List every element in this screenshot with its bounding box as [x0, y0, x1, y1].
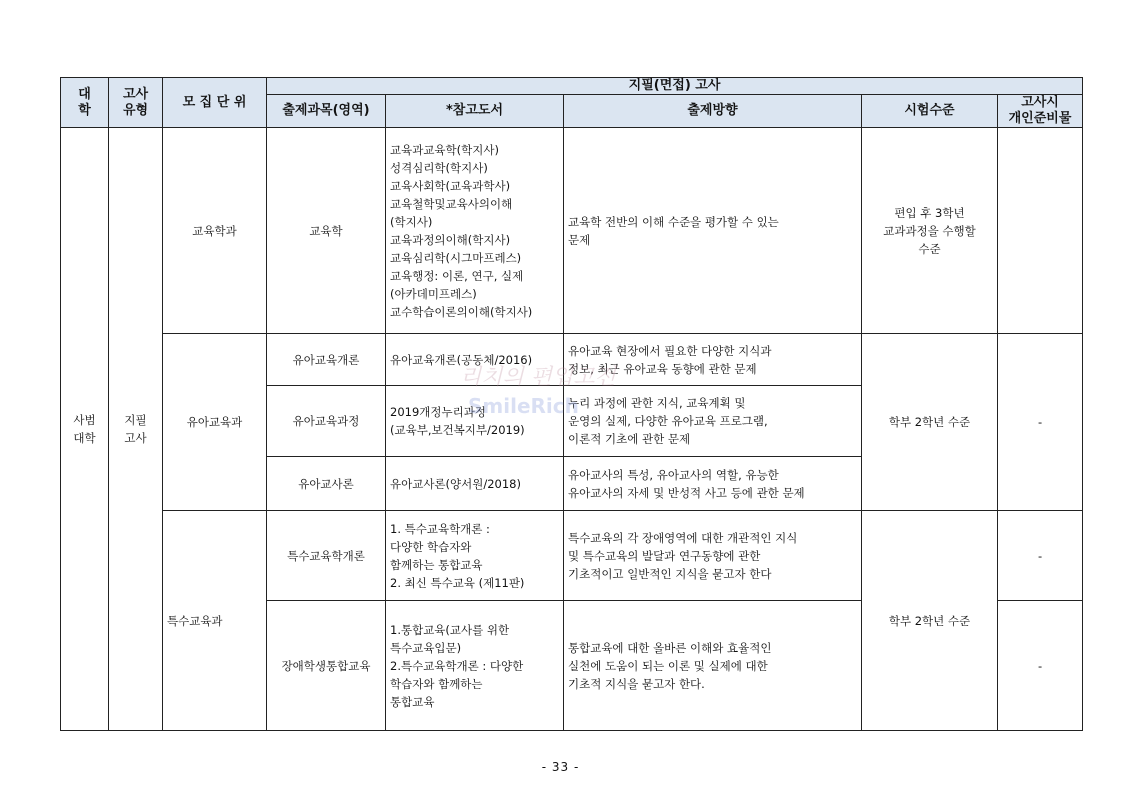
header-reference-books: *참고도서: [386, 95, 564, 128]
prep-cell: -: [998, 511, 1083, 601]
direction-cell: 통합교육에 대한 올바른 이해와 효율적인 실천에 도움이 되는 이론 및 실제에 대한 기초적 지식을 묻고자 한다.: [564, 601, 862, 731]
level-cell: 학부 2학년 수준: [862, 334, 998, 511]
subject-cell: 특수교육학개론: [267, 511, 386, 601]
books-cell: 유아교육개론(공동체/2016): [386, 334, 564, 386]
header-recruit-unit: 모 집 단 위: [163, 78, 267, 128]
table-row: [61, 128, 1083, 334]
books-cell: 1.통합교육(교사를 위한 특수교육입문) 2.특수교육학개론 : 다양한 학습자와 함께하는 통합교육: [386, 601, 564, 731]
unit-cell: 유아교육과: [163, 334, 267, 511]
subject-cell: 유아교사론: [267, 457, 386, 511]
prep-cell: [998, 128, 1083, 334]
books-cell: 교육과교육학(학지사) 성격심리학(학지사) 교육사회학(교육과학사) 교육철학및교육사의이해 (학지사) 교육과정의이해(학지사) 교육심리학(시그마프레스) 교육행정: 이론, 연구, 실제 (아카데미프레스) 교수학습이론의이해(학지사): [386, 128, 564, 334]
unit-cell: 특수교육과: [163, 511, 267, 731]
direction-cell: 유아교육 현장에서 필요한 다양한 지식과 정보, 최근 유아교육 동향에 관한 문제: [564, 334, 862, 386]
header-direction: 출제방향: [564, 95, 862, 128]
direction-cell: 교육학 전반의 이해 수준을 평가할 수 있는 문제: [564, 128, 862, 334]
table-row: [61, 334, 1083, 386]
subject-cell: 장애학생통합교육: [267, 601, 386, 731]
subject-cell: 유아교육개론: [267, 334, 386, 386]
header-level: 시험수준: [862, 95, 998, 128]
watermark-line1: 리치의 편입고전: [460, 365, 616, 390]
college-cell: 사범 대학: [61, 128, 109, 731]
direction-cell: 유아교사의 특성, 유아교사의 역할, 유능한 유아교사의 자세 및 반성적 사고 등에 관한 문제: [564, 457, 862, 511]
exam-schedule-table: [60, 77, 1083, 731]
direction-cell: 특수교육의 각 장애영역에 대한 개관적인 지식 및 특수교육의 발달과 연구동향에 관한 기초적이고 일반적인 지식을 묻고자 한다: [564, 511, 862, 601]
header-subject: 출제과목(영역): [267, 95, 386, 128]
level-cell: 학부 2학년 수준: [862, 511, 998, 731]
exam-type-cell: 지필 고사: [109, 128, 163, 731]
books-cell: 2019개정누리과정 (교육부,보건복지부/2019): [386, 386, 564, 457]
books-cell: 1. 특수교육학개론 : 다양한 학습자와 함께하는 통합교육 2. 최신 특수교육 (제11판): [386, 511, 564, 601]
prep-cell: -: [998, 601, 1083, 731]
header-personal-items: 고사시 개인준비물: [998, 95, 1083, 128]
page-number: - 33 -: [541, 760, 580, 774]
level-cell: 편입 후 3학년 교과과정을 수행할 수준: [862, 128, 998, 334]
books-cell: 유아교사론(양서원/2018): [386, 457, 564, 511]
header-university: 대 학: [61, 78, 109, 128]
table-row: [61, 511, 1083, 601]
subject-cell: 유아교육과정: [267, 386, 386, 457]
direction-cell: 누리 과정에 관한 지식, 교육계획 및 운영의 실제, 다양한 유아교육 프로그램, 이론적 기초에 관한 문제: [564, 386, 862, 457]
header-exam-type: 고사 유형: [109, 78, 163, 128]
prep-cell: -: [998, 334, 1083, 511]
header-written-interview-group: 지필(면접) 고사: [267, 78, 1083, 95]
subject-cell: 교육학: [267, 128, 386, 334]
watermark-line2: SmileRich: [468, 394, 579, 418]
unit-cell: 교육학과: [163, 128, 267, 334]
